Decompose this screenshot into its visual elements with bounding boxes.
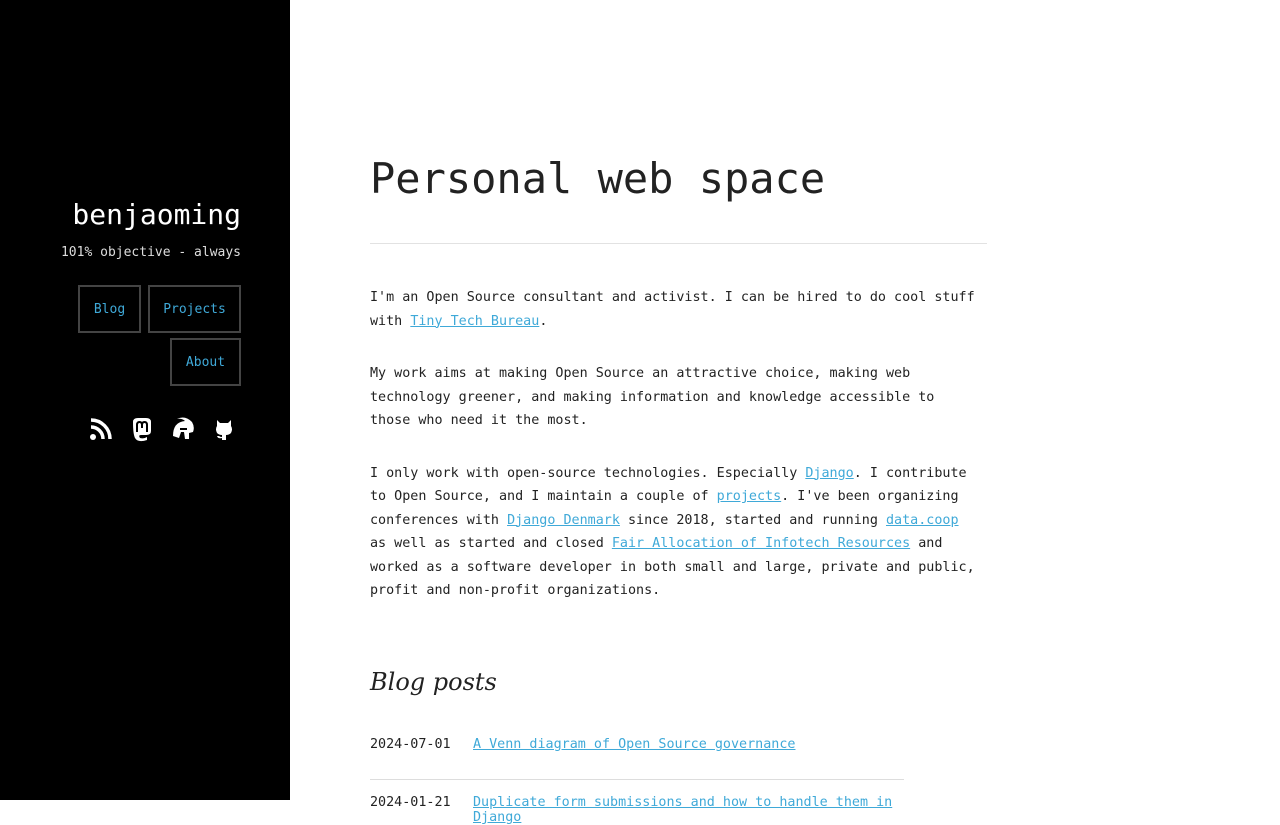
page-title: Personal web space [370, 154, 826, 203]
blog-post-list [370, 733, 904, 825]
django-link[interactable]: Django [805, 465, 854, 481]
tiny-tech-bureau-link[interactable]: Tiny Tech Bureau [410, 313, 540, 329]
nav-blog-button[interactable]: Blog [78, 285, 141, 333]
nav-about-button[interactable]: About [170, 338, 241, 386]
post-date: 2024-07-01 [370, 737, 451, 752]
blog-posts-heading: Blog posts [370, 668, 497, 696]
intro-paragraph-2: My work aims at making Open Source an attractive choice, making web technology greener, and making information and knowledge accessible to those who need it the most. [370, 366, 935, 428]
fair-allocation-link[interactable]: Fair Allocation of Infotech Resources [611, 536, 911, 551]
data-coop-link[interactable]: data.coop [885, 512, 959, 528]
intro-paragraph-3: I only work with open-source technologies. Especially Django. I contribute to Open Source, and I maintain a couple of projects. I've been organizing conferences with Django Denmark since 2018, started and running data.coop as well as started and closed Fair Allocation of Infotech Resources and worked as a software developer in both small and large, private and public, profit and non-profit organizations. [370, 465, 975, 598]
intro-paragraph-1: I'm an Open Source consultant and activist. I can be hired to do cool stuff with Tiny Tech Bureau. [370, 290, 975, 329]
github-icon[interactable] [211, 416, 237, 442]
spartan-helmet-icon[interactable] [170, 416, 196, 442]
title-divider [370, 243, 987, 244]
projects-link[interactable]: projects [716, 489, 782, 504]
post-link[interactable]: A Venn diagram of Open Source governance [473, 737, 796, 752]
intro-text [370, 286, 980, 632]
site-tagline: 101% objective - always [60, 245, 241, 260]
mastodon-icon[interactable] [129, 416, 155, 442]
sidebar [0, 0, 290, 800]
post-link[interactable]: Duplicate form submissions and how to handle them in Django [473, 795, 893, 825]
blog-post-item [370, 779, 904, 825]
social-links [0, 416, 290, 444]
post-date: 2024-01-21 [370, 795, 451, 810]
site-title[interactable]: benjaoming [72, 198, 241, 231]
django-denmark-link[interactable]: Django Denmark [507, 512, 620, 528]
rss-icon[interactable] [88, 416, 114, 442]
blog-post-item [370, 733, 904, 779]
nav-projects-button[interactable]: Projects [148, 285, 241, 333]
